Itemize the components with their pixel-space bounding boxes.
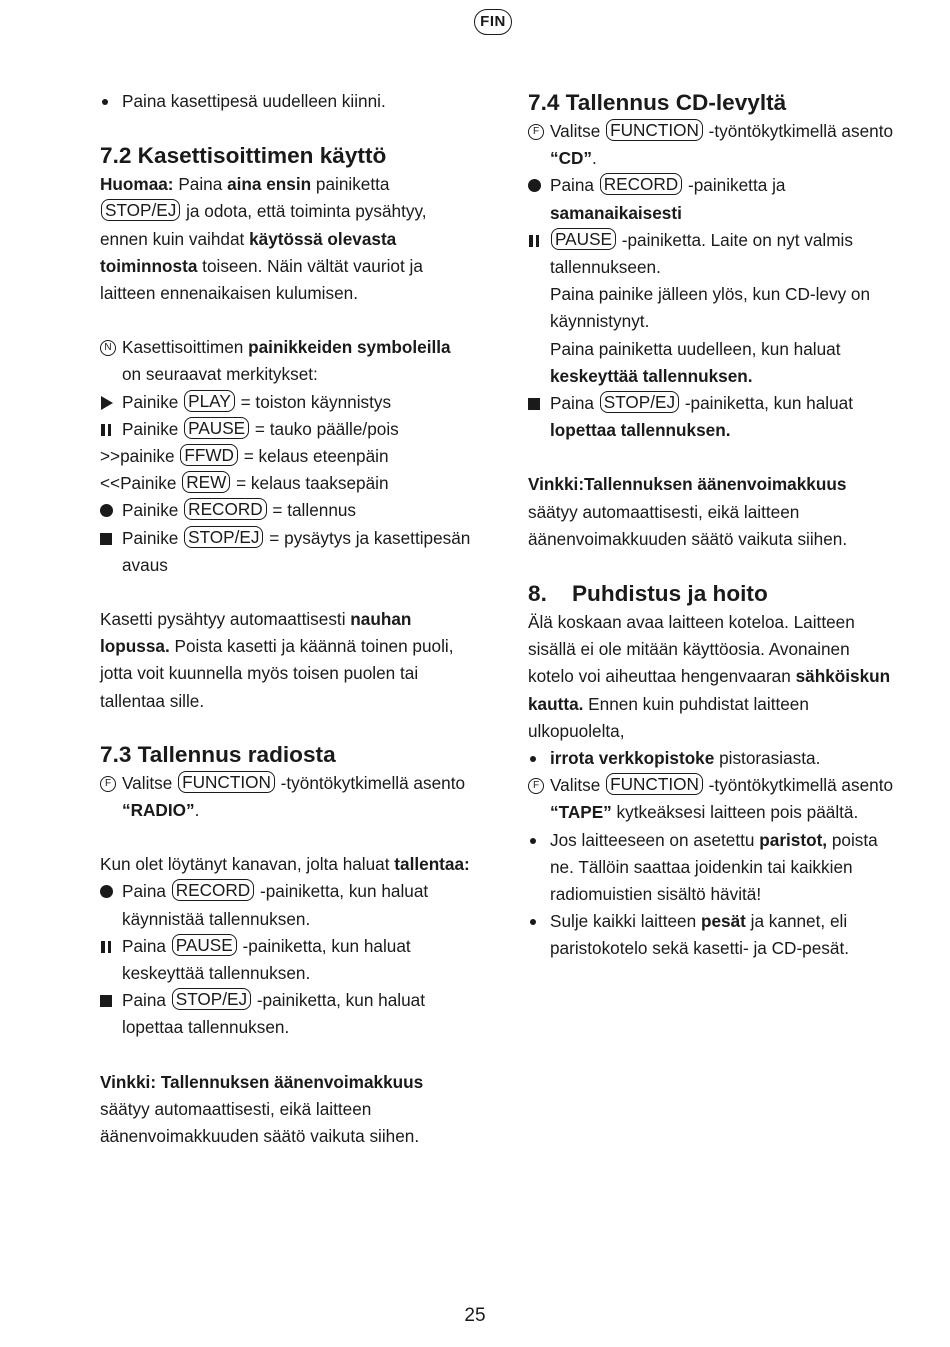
key-label: PAUSE: [184, 417, 249, 439]
bullet-icon: [530, 838, 536, 844]
tip-paragraph: Vinkki: Tallennuksen äänenvoimakkuus säätyy automaattisesti, eikä laitteen äänenvoimakkuuden säätö vaikuta siihen.: [100, 1071, 424, 1147]
tip-paragraph: Vinkki:Tallennuksen äänenvoimakkuus säätyy automaattisesti, eikä laitteen äänenvoimakkuuden säätö vaikuta siihen.: [528, 474, 848, 549]
pause-icon: [529, 235, 539, 247]
key-label: STOP/EJ: [184, 526, 263, 548]
circled-letter-icon: F: [528, 778, 544, 794]
key-label: FUNCTION: [606, 773, 703, 795]
key-label: STOP/EJ: [101, 199, 180, 221]
paragraph: Kasetti pysähtyy automaattisesti nauhan lopussa. Poista kasetti ja käännä toinen puoli, jotta voit kuunnella myös toisen puolen tai tallentaa sille.: [100, 609, 454, 711]
list-item: Paina RECORD -painiketta, kun haluat käynnistää tallennuksen.: [100, 878, 472, 932]
paragraph: Kun olet löytänyt kanavan, jolta haluat tallentaa:: [100, 854, 470, 875]
list-item: Paina kasettipesä uudelleen kiinni.: [100, 88, 472, 115]
section-title-7-2: 7.2 Kasettisoittimen käyttö: [100, 143, 387, 169]
right-column: [528, 88, 900, 963]
pause-icon: [101, 424, 111, 436]
language-badge: FIN: [474, 9, 512, 35]
fast-forward-icon: >>: [100, 446, 121, 467]
list-item: F Valitse FUNCTION -työntökytkimellä asento “RADIO”.: [100, 770, 472, 824]
bullet-icon: [530, 756, 536, 762]
circled-letter-icon: F: [528, 124, 544, 140]
list-item: PAUSE -painiketta. Laite on nyt valmis tallennukseen. Paina painike jälleen ylös, kun CD-levy on käynnistynyt. Paina painiketta uudelleen, kun haluat keskeyttää tallennuksen.: [528, 227, 900, 390]
circled-letter-icon: N: [100, 340, 116, 356]
key-label: STOP/EJ: [172, 988, 251, 1010]
list-item: <<Painike REW = kelaus taaksepäin: [100, 472, 389, 494]
list-item: irrota verkkopistoke pistorasiasta.: [528, 745, 900, 772]
list-item: >>painike FFWD = kelaus eteenpäin: [100, 445, 389, 467]
play-icon: [101, 396, 113, 410]
key-label: FUNCTION: [606, 119, 703, 141]
record-icon: [100, 885, 113, 898]
list-item: Sulje kaikki laitteen pesät ja kannet, eli paristokotelo sekä kasetti- ja CD-pesät.: [528, 908, 900, 962]
list-item: Painike RECORD = tallennus: [100, 497, 472, 524]
list-item: Paina STOP/EJ -painiketta, kun haluat lopettaa tallennuksen.: [528, 390, 900, 444]
record-icon: [528, 179, 541, 192]
rewind-icon: <<: [100, 473, 121, 494]
key-label: PLAY: [184, 390, 235, 412]
record-icon: [100, 504, 113, 517]
pause-icon: [101, 941, 111, 953]
key-label: STOP/EJ: [600, 391, 679, 413]
bullet-icon: [530, 919, 536, 925]
paragraph: Älä koskaan avaa laitteen koteloa. Laitteen sisällä ei ole mitään käyttöosia. Avonainen kotelo voi aiheuttaa hengenvaaran sähköiskun kautta. Ennen kuin puhdistat laitteen ulkopuolelta,: [528, 612, 891, 741]
page-number: 25: [464, 1305, 486, 1326]
list-item: Paina RECORD -painiketta ja samanaikaisesti: [528, 172, 900, 226]
left-column: [100, 88, 472, 1150]
list-item: Painike PLAY = toiston käynnistys: [100, 389, 472, 416]
stop-icon: [100, 533, 112, 545]
key-label: RECORD: [184, 498, 266, 520]
stop-icon: [100, 995, 112, 1007]
note-paragraph: Huomaa: Paina aina ensin painiketta STOP/EJ ja odota, että toiminta pysähtyy, ennen kuin vaihdat käytössä olevasta toiminnosta toiseen. Näin vältät vauriot ja laitteen ennenaikaisen kulumisen.: [100, 174, 427, 304]
list-item: N Kasettisoittimen painikkeiden symboleilla on seuraavat merkitykset:: [100, 334, 472, 388]
list-item: Paina STOP/EJ -painiketta, kun haluat lopettaa tallennuksen.: [100, 987, 472, 1041]
list-item: Painike PAUSE = tauko päälle/pois: [100, 416, 472, 443]
key-label: REW: [182, 471, 230, 493]
list-item: F Valitse FUNCTION -työntökytkimellä asento “TAPE” kytkeäksesi laitteen pois päältä.: [528, 772, 900, 826]
section-title-7-3: 7.3 Tallennus radiosta: [100, 741, 336, 767]
key-label: RECORD: [172, 879, 254, 901]
key-label: FUNCTION: [178, 771, 275, 793]
bullet-icon: [102, 99, 108, 105]
stop-icon: [528, 398, 540, 410]
circled-letter-icon: F: [100, 776, 116, 792]
key-label: PAUSE: [172, 934, 237, 956]
list-item: Painike STOP/EJ = pysäytys ja kasettipesän avaus: [100, 525, 472, 579]
section-title-7-4: 7.4 Tallennus CD-levyltä: [528, 90, 787, 115]
section-title-8: 8. Puhdistus ja hoito: [528, 581, 768, 607]
key-label: RECORD: [600, 173, 682, 195]
key-label: FFWD: [180, 444, 238, 466]
list-item: Jos laitteeseen on asetettu paristot, poista ne. Tällöin saattaa joidenkin tai kaikkien radiomuistien sisältö hävitä!: [528, 827, 900, 909]
list-item: Paina PAUSE -painiketta, kun haluat keskeyttää tallennuksen.: [100, 933, 472, 987]
list-item: F Valitse FUNCTION -työntökytkimellä asento “CD”.: [528, 118, 900, 172]
key-label: PAUSE: [551, 228, 616, 250]
